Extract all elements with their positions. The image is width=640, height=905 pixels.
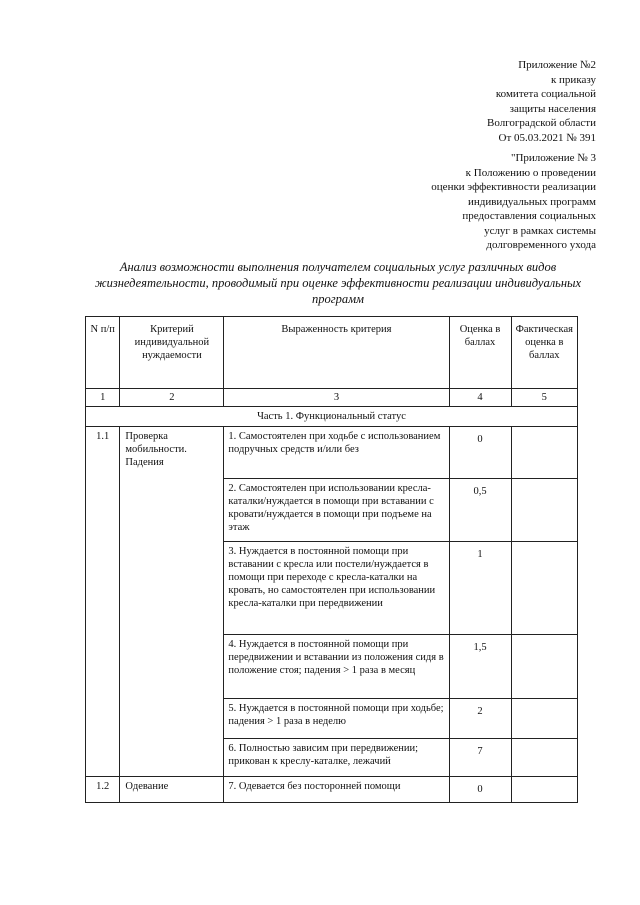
actual-score-cell [511,739,577,777]
actual-score-cell [511,777,577,803]
severity-score: 1,5 [449,635,511,699]
severity-score: 7 [449,739,511,777]
annex-2-line: "Приложение № 3 [510,152,596,164]
column-number: 1 [86,389,120,407]
actual-score-cell [511,479,577,542]
header-severity: Выраженность критерия [224,317,449,389]
section-number: 1.2 [86,777,120,803]
column-number: 2 [120,389,224,407]
header-actual-score: Фактическая оценка в баллах [511,317,577,389]
severity-score: 2 [449,699,511,739]
actual-score-cell [511,542,577,635]
severity-score: 1 [449,542,511,635]
annex-1-line: Волгоградской области [487,117,596,129]
assessment-table [85,316,578,803]
severity-score: 0,5 [449,479,511,542]
header-number: N п/п [86,317,120,389]
actual-score-cell [511,427,577,479]
severity-text: 6. Полностью зависим при передвижении; прикован к креслу-каталке, лежачий [224,739,449,777]
header-score: Оценка в баллах [449,317,511,389]
severity-text: 4. Нуждается в постоянной помощи при передвижении и вставании из положения сидя в положение стоя; падения > 1 раза в месяц [224,635,449,699]
actual-score-cell [511,699,577,739]
annex-2-line: индивидуальных программ [467,195,596,208]
annex-1-line: к приказу [550,73,596,86]
section-number: 1.1 [86,427,120,777]
column-number: 4 [449,389,511,407]
annex-1-line: От 05.03.2021 № 391 [498,131,596,144]
part-heading: Часть 1. Функциональный статус [86,407,578,427]
annex-2-line: предоставления социальных [462,210,596,222]
column-number: 5 [511,389,577,407]
annex-1-line: комитета социальной [495,88,596,100]
severity-text: 1. Самостоятелен при ходьбе с использованием подручных средств и/или без [224,427,449,479]
severity-score: 0 [449,777,511,803]
annex-1-line: защиты населения [509,102,596,115]
severity-text: 2. Самостоятелен при использовании кресла-каталки/нуждается в помощи при вставании с кровати/нуждается в помощи при подъеме на этаж [224,479,449,542]
annex-1-block [487,58,596,145]
annex-2-line: долговременного ухода [486,239,596,251]
severity-text: 5. Нуждается в постоянной помощи при ходьбе; падения > 1 раза в неделю [224,699,449,739]
annex-2-block [431,151,596,253]
severity-text: 3. Нуждается в постоянной помощи при вставании с кресла или постели/нуждается в помощи при переходе с кресла-каталки на кровать, но самостоятелен при использовании кресла-каталки при передвижении [224,542,449,635]
column-number: 3 [224,389,449,407]
actual-score-cell [511,635,577,699]
annex-1-line: Приложение №2 [518,59,596,71]
annex-2-line: услуг в рамках системы [484,224,596,237]
section-criterion: Одевание [120,777,224,803]
section-criterion: Проверка мобильности. Падения [120,427,224,777]
annex-2-line: оценки эффективности реализации [431,181,596,193]
severity-score: 0 [449,427,511,479]
document-title: Анализ возможности выполнения получателем социальных услуг различных видов жизнедеятельности, проводимый при оценке эффективности реализации индивидуальных программ [94,260,582,306]
annex-2-line: к Положению о проведении [465,166,596,179]
severity-text: 7. Одевается без посторонней помощи [224,777,449,803]
header-criterion: Критерий индивидуальной нуждаемости [120,317,224,389]
